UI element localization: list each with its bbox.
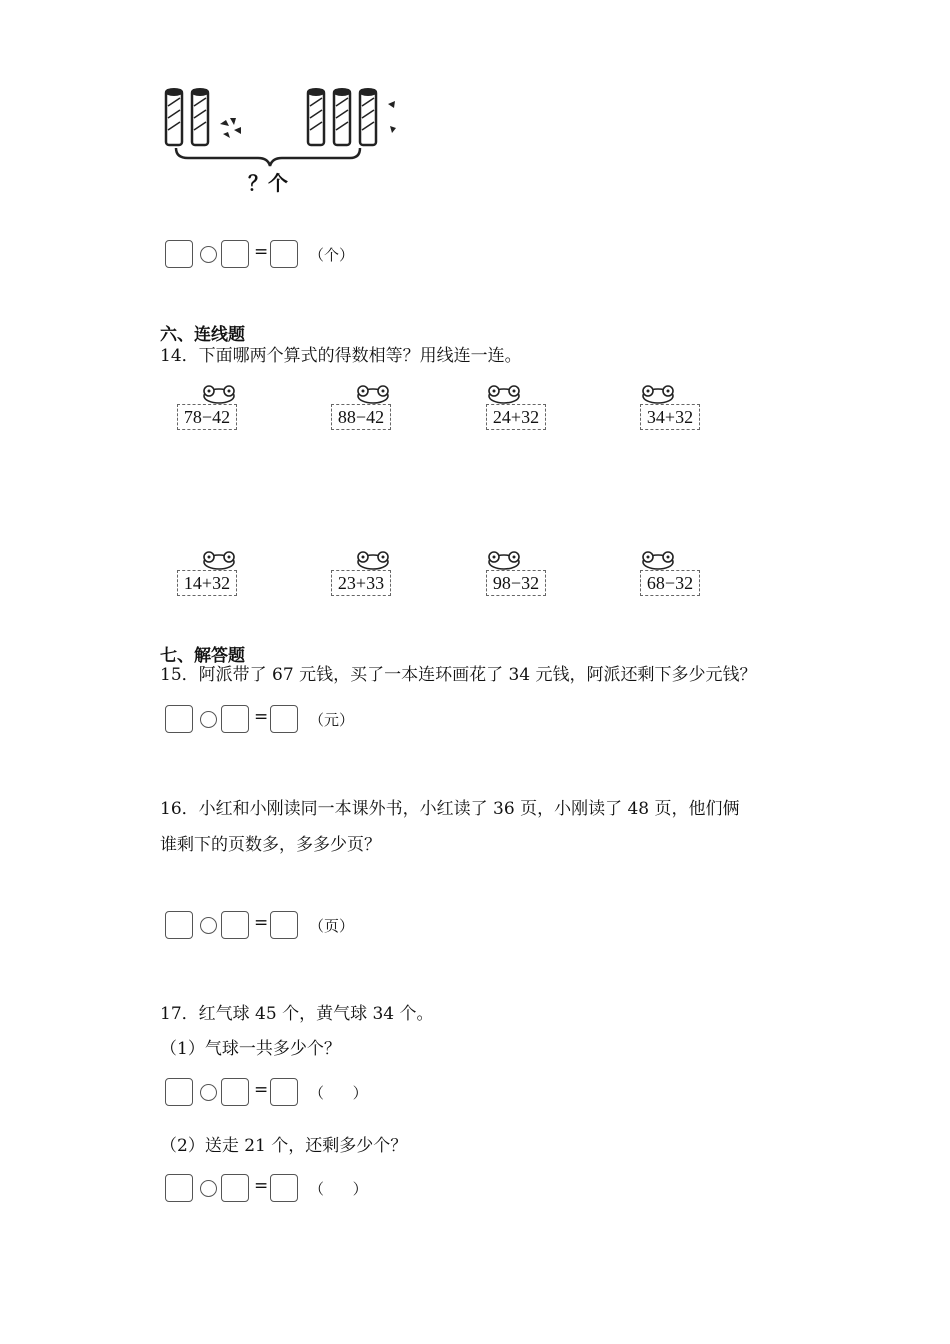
answer-box-2[interactable]: [221, 911, 249, 939]
creature-icon: [355, 383, 391, 405]
expression-text: 78−42: [177, 404, 237, 430]
expression-text: 98−32: [486, 570, 546, 596]
operator-circle[interactable]: [200, 711, 217, 728]
equals-sign: =: [254, 913, 269, 933]
creature-icon: [355, 549, 391, 571]
equation-q17-part-1: [165, 1078, 375, 1108]
unit-blank[interactable]: （ ）: [309, 1084, 368, 1102]
question-17-text: 17．红气球 45 个，黄气球 34 个。: [160, 1004, 434, 1024]
expression-card-top-2[interactable]: [331, 383, 401, 433]
equals-sign: =: [254, 1176, 269, 1196]
answer-box-result[interactable]: [270, 1078, 298, 1106]
unit-label: （元）: [309, 711, 355, 729]
equation-q15: [165, 705, 365, 735]
expression-card-top-4[interactable]: [640, 383, 710, 433]
creature-icon: [640, 549, 676, 571]
answer-box-2[interactable]: [221, 1174, 249, 1202]
creature-icon: [201, 549, 237, 571]
answer-box-1[interactable]: [165, 1078, 193, 1106]
expression-card-bottom-2[interactable]: [331, 549, 401, 599]
equation-q17-part-2: [165, 1174, 375, 1204]
question-16-line-2: 谁剩下的页数多，多多少页？: [160, 835, 381, 855]
unit-label: （个）: [309, 246, 355, 264]
creature-icon: [201, 383, 237, 405]
section-title: 七、解答题: [160, 646, 245, 666]
operator-circle[interactable]: [200, 1180, 217, 1197]
equation-q13: [165, 240, 365, 270]
creature-icon: [640, 383, 676, 405]
expression-card-top-3[interactable]: [486, 383, 556, 433]
question-15-text: 15．阿派带了 67 元钱，买了一本连环画花了 34 元钱，阿派还剩下多少元钱？: [160, 665, 757, 685]
answer-box-1[interactable]: [165, 911, 193, 939]
expression-text: 14+32: [177, 570, 237, 596]
expression-text: 68−32: [640, 570, 700, 596]
answer-box-result[interactable]: [270, 1174, 298, 1202]
operator-circle[interactable]: [200, 1084, 217, 1101]
answer-box-2[interactable]: [221, 705, 249, 733]
expression-text: 24+32: [486, 404, 546, 430]
answer-box-result[interactable]: [270, 240, 298, 268]
question-14-text: 14．下面哪两个算式的得数相等？用线连一连。: [160, 346, 522, 366]
operator-circle[interactable]: [200, 246, 217, 263]
answer-box-2[interactable]: [221, 1078, 249, 1106]
expression-text: 23+33: [331, 570, 391, 596]
answer-box-2[interactable]: [221, 240, 249, 268]
question-16-line-1: 16．小红和小刚读同一本课外书，小红读了 36 页，小刚读了 48 页，他们俩: [160, 799, 740, 819]
question-17-part-1: （1）气球一共多少个？: [160, 1039, 341, 1059]
answer-box-1[interactable]: [165, 240, 193, 268]
expression-card-top-1[interactable]: [177, 383, 247, 433]
equals-sign: =: [254, 707, 269, 727]
unit-blank[interactable]: （ ）: [309, 1180, 368, 1198]
figure-question-label: ？个: [248, 171, 288, 195]
question-17-part-2: （2）送走 21 个，还剩多少个？: [160, 1136, 408, 1156]
unit-label: （页）: [309, 917, 355, 935]
equation-q16: [165, 911, 365, 941]
answer-box-result[interactable]: [270, 911, 298, 939]
expression-card-bottom-3[interactable]: [486, 549, 556, 599]
creature-icon: [486, 383, 522, 405]
creature-icon: [486, 549, 522, 571]
expression-card-bottom-4[interactable]: [640, 549, 710, 599]
expression-text: 88−42: [331, 404, 391, 430]
answer-box-result[interactable]: [270, 705, 298, 733]
answer-box-1[interactable]: [165, 1174, 193, 1202]
expression-card-bottom-1[interactable]: [177, 549, 247, 599]
equals-sign: =: [254, 242, 269, 262]
section-title: 六、连线题: [160, 325, 245, 345]
answer-box-1[interactable]: [165, 705, 193, 733]
equals-sign: =: [254, 1080, 269, 1100]
expression-text: 34+32: [640, 404, 700, 430]
operator-circle[interactable]: [200, 917, 217, 934]
